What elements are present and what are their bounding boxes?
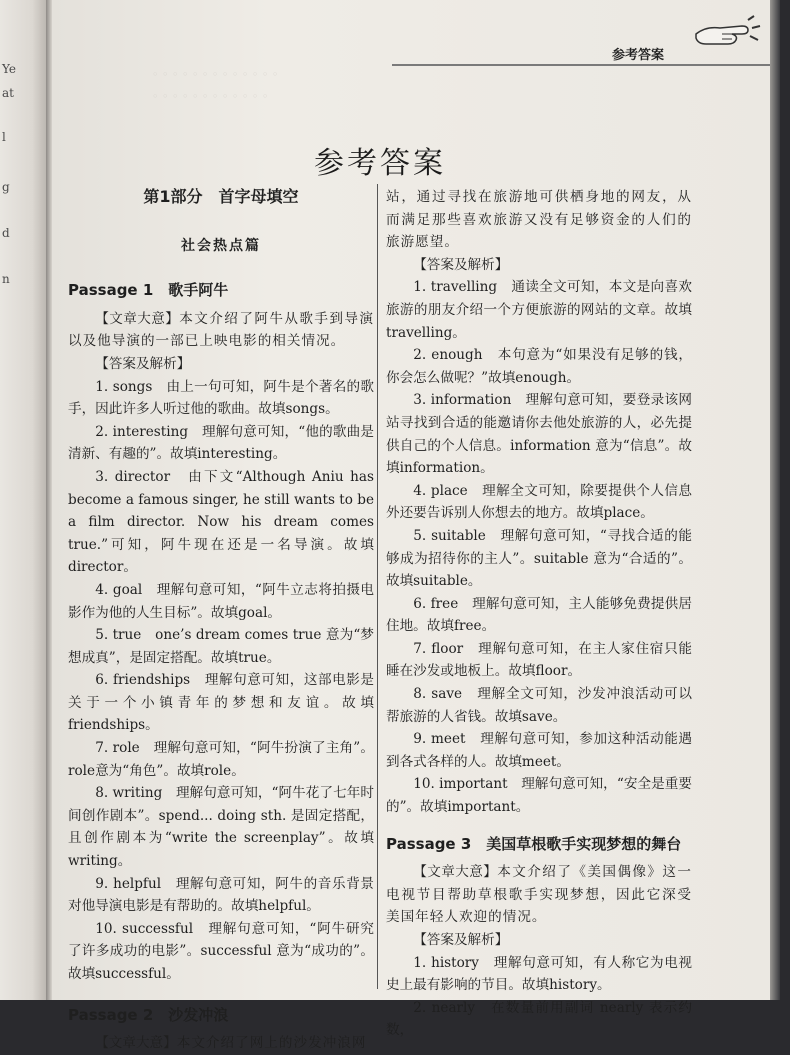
analysis-heading: 【答案及解析】	[413, 256, 509, 273]
left-margin-fragment: n	[2, 272, 10, 286]
answer-item: 3. director 由下文“Although Aniu has become a famous singer, he still wants to be a film director. Now his dream comes true.”可知，阿牛现在还是一名导演。故填director。	[68, 468, 374, 576]
page-right-edge	[770, 0, 780, 1000]
answer-item: 1. songs 由上一句可知，阿牛是个著名的歌手，因此许多人听过他的歌曲。故填songs。	[68, 378, 374, 418]
answer-item: 6. free 理解句意可知，主人能够免费提供居住地。故填free。	[386, 595, 692, 635]
answer-item: 5. true one’s dream comes true 意为“梦想成真”，是固定搭配。故填true。	[68, 627, 374, 666]
header-label: 参考答案	[612, 48, 665, 63]
right-column	[386, 186, 692, 1042]
pointing-hand-icon	[692, 12, 764, 52]
show-through-text: ◦ ◦ ◦ ◦ ◦ ◦ ◦ ◦ ◦ ◦ ◦ ◦ ◦ ◦ ◦ ◦ ◦ ◦ ◦ ◦ ◦ ◦ ◦ ◦ ◦	[152, 68, 279, 103]
answer-item: 3. information 理解句意可知，要登录该网站寻找到合适的能邀请你去他处旅游的人，必先提供自己的个人信息。information 意为“信息”。故填information。	[386, 392, 692, 477]
passage-summary: 【文章大意】本文介绍了《美国偶像》这一电视节目帮助草根歌手实现梦想，因此它深受美国年轻人欢迎的情况。	[386, 864, 693, 926]
header-rule	[392, 64, 772, 66]
answer-item: 1. history 理解句意可知，有人称它为电视史上最有影响的节目。故填history。	[386, 954, 692, 994]
left-margin-fragment: g	[2, 180, 10, 194]
answer-item: 9. meet 理解句意可知，参加这种活动能遇到各式各样的人。故填meet。	[386, 731, 692, 770]
left-column	[68, 186, 374, 1055]
answer-item: 8. writing 理解句意可知，“阿牛花了七年时间创作剧本”。spend... doing sth. 是固定搭配，且创作剧本为“write the screenplay”。故填writing。	[68, 785, 374, 870]
column-divider	[377, 184, 378, 989]
left-margin-fragment: d	[2, 226, 10, 240]
answer-item: 6. friendships 理解句意可知，这部电影是关于一个小镇青年的梦想和友谊。故填friendships。	[68, 672, 374, 734]
answer-item: 2. nearly 在数量前用副词 nearly 表示约数，	[386, 999, 692, 1039]
answer-item: 4. goal 理解句意可知，“阿牛立志将拍摄电影作为他的人生目标”。故填goal。	[68, 581, 374, 621]
passage-title: Passage 2 沙发冲浪	[68, 1005, 229, 1024]
left-margin-fragment: l	[2, 130, 6, 144]
answer-item: 2. enough 本句意为“如果没有足够的钱，你会怎么做呢？”故填enough。	[386, 347, 692, 386]
answer-item: 5. suitable 理解句意可知，“寻找合适的能够成为招待你的主人”。suitable 意为“合适的”。故填suitable。	[386, 527, 692, 590]
answer-item: 8. save 理解全文可知，沙发冲浪活动可以帮旅游的人省钱。故填save。	[386, 686, 692, 725]
answer-item: 10. important 理解句意可知，“安全是重要的”。故填important。	[386, 776, 692, 816]
answer-item: 10. successful 理解句意可知，“阿牛研究了许多成功的电影”。successful 意为“成功的”。故填successful。	[68, 920, 374, 982]
passage-summary: 【文章大意】本文介绍了阿牛从歌手到导演以及他导演的一部已上映电影的相关情况。	[68, 310, 375, 350]
answer-item: 7. floor 理解句意可知，在主人家住宿只能睡在沙发或地板上。故填floor。	[386, 640, 692, 680]
left-margin-fragment: at	[2, 86, 14, 100]
passage-summary-continued: 站，通过寻找在旅游地可供栖身地的网友，从而满足那些喜欢旅游又没有足够资金的人们的旅游愿望。	[386, 189, 692, 251]
analysis-heading: 【答案及解析】	[95, 355, 191, 372]
page-title: 参考答案	[314, 146, 446, 182]
answer-item: 1. travelling 通读全文可知，本文是向喜欢旅游的朋友介绍一个方便旅游的网站的文章。故填travelling。	[386, 279, 692, 341]
analysis-heading: 【答案及解析】	[413, 932, 509, 948]
answer-item: 2. interesting 理解句意可知，“他的歌曲是清新、有趣的”。故填interesting。	[68, 423, 374, 463]
passage-title: Passage 3 美国草根歌手实现梦想的舞台	[386, 834, 682, 853]
left-page-edge	[0, 0, 46, 1000]
passage-summary: 【文章大意】本文介绍了网上的沙发冲浪网	[95, 1035, 367, 1052]
answer-item: 4. place 理解全文可知，除要提供个人信息外还要告诉别人你想去的地方。故填place。	[386, 482, 692, 522]
passage-title: Passage 1 歌手阿牛	[68, 281, 229, 300]
answer-item: 9. helpful 理解句意可知，阿牛的音乐背景对他导演电影是有帮助的。故填helpful。	[68, 875, 374, 915]
answer-item: 7. role 理解句意可知，“阿牛扮演了主角”。role意为“角色”。故填role。	[68, 740, 374, 779]
answer-page	[52, 0, 780, 1052]
part-title: 第1部分 首字母填空	[143, 187, 299, 206]
section-subtitle: 社会热点篇	[181, 237, 261, 254]
left-margin-fragment: Ye	[2, 62, 16, 76]
